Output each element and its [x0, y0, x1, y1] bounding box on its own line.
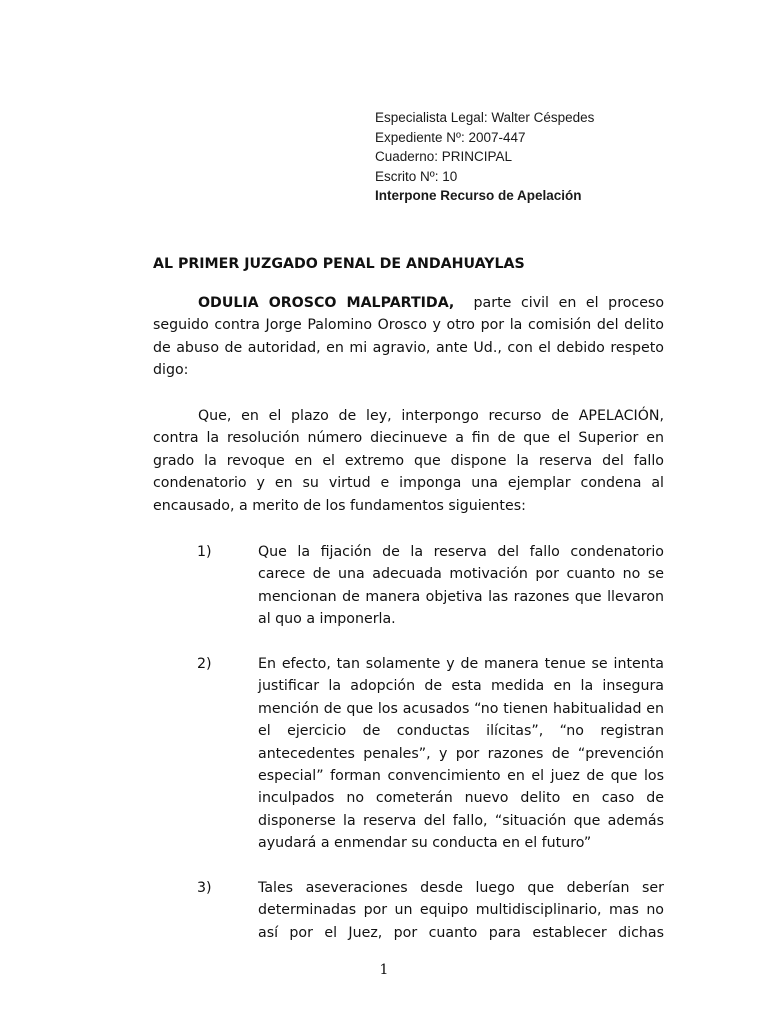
petition-paragraph [153, 405, 664, 517]
list-item [153, 541, 664, 631]
petition-text: Que, en el plazo de ley, interpongo recurso de APELACIÓN, contra la resolución número diecinueve a fin de que el Superior en grado la revoque en el extremo que dispone la reserva del fallo condenatorio y en su virtud e imponga una ejemplar condena al encausado, a merito de los fundamentos siguientes: [153, 408, 664, 514]
item-number: 3) [197, 880, 212, 896]
case-number: Expediente Nº: 2007-447 [375, 129, 526, 145]
list-item [153, 653, 664, 855]
writ-number: Escrito Nº: 10 [375, 168, 458, 184]
item-number: 1) [197, 544, 212, 560]
addressee: AL PRIMER JUZGADO PENAL DE ANDAHUAYLAS [153, 256, 525, 272]
party-name: ODULIA OROSCO MALPARTIDA, [198, 295, 455, 311]
item-text: Tales aseveraciones desde luego que deberían ser determinadas por un equipo multidisciplinario, mas no así por el Juez, por cuanto para establecer dichas [258, 880, 664, 941]
case-header [375, 108, 594, 206]
notebook: Cuaderno: PRINCIPAL [375, 149, 513, 165]
item-text: Que la fijación de la reserva del fallo condenatorio carece de una adecuada motivación por cuanto no se mencionan de manera objetiva las razones que llevaron al quo a imponerla. [258, 544, 664, 628]
summary-title: Interpone Recurso de Apelación [375, 188, 582, 204]
item-number: 2) [197, 656, 212, 672]
item-text: En efecto, tan solamente y de manera tenue se intenta justificar la adopción de esta medida en la insegura mención de que los acusados “no tienen habitualidad en el ejercicio de conductas ilícitas”, “no registran antecedentes penales”, y por razones de “prevención especial” forman convencimiento en el juez de que los inculpados no cometerán nuevo delito en caso de disponerse la reserva del fallo, “situación que además ayudará a enmendar su conducta en el futuro” [258, 656, 664, 852]
intro-paragraph [153, 292, 669, 382]
page-number: 1 [379, 962, 389, 978]
legal-specialist: Especialista Legal: Walter Céspedes [375, 110, 595, 125]
intro-text: parte civil en el proceso seguido contra Jorge Palomino Orosco y otro por la comisión del delito de abuso de autoridad, en mi agravio, ante Ud., con el debido respeto digo: [153, 295, 669, 379]
list-item [153, 877, 664, 944]
